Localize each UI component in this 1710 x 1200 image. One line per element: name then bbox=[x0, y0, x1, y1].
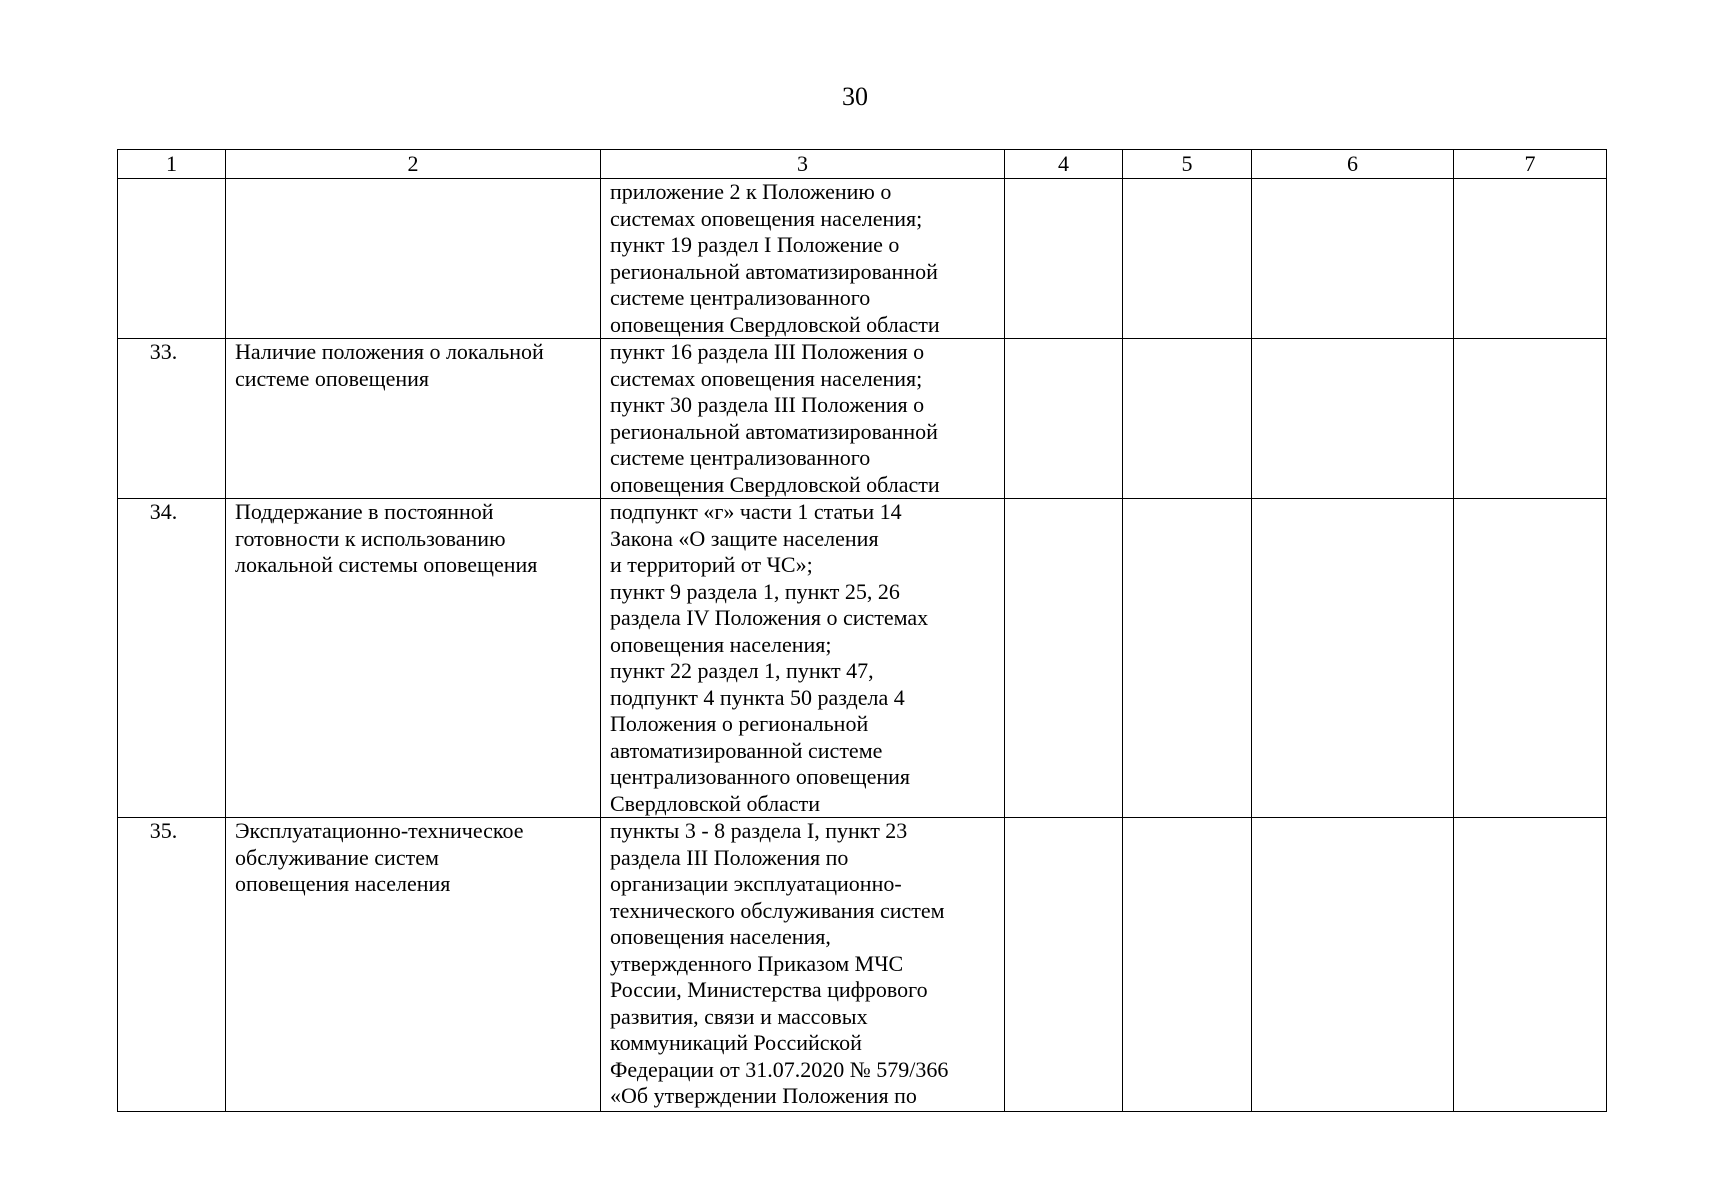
column-header-7: 7 bbox=[1454, 150, 1607, 179]
cell-col-6 bbox=[1252, 339, 1454, 499]
row-number bbox=[118, 179, 226, 339]
cell-col-4 bbox=[1005, 339, 1123, 499]
table-row bbox=[118, 179, 1607, 339]
legal-basis: приложение 2 к Положению о системах оповещения населения; пункт 19 раздел I Положение о региональной автоматизированной системе централизованного оповещения Свердловской области bbox=[601, 179, 1005, 339]
cell-col-4 bbox=[1005, 818, 1123, 1112]
column-header-4: 4 bbox=[1005, 150, 1123, 179]
requirement-name bbox=[226, 179, 601, 339]
column-header-6: 6 bbox=[1252, 150, 1454, 179]
cell-col-7 bbox=[1454, 818, 1607, 1112]
cell-col-7 bbox=[1454, 499, 1607, 818]
cell-col-6 bbox=[1252, 499, 1454, 818]
cell-col-5 bbox=[1123, 339, 1252, 499]
table-row bbox=[118, 499, 1607, 818]
column-header-1: 1 bbox=[118, 150, 226, 179]
cell-col-7 bbox=[1454, 179, 1607, 339]
row-number: 35. bbox=[118, 818, 226, 1112]
cell-col-6 bbox=[1252, 818, 1454, 1112]
legal-basis: пункт 16 раздела III Положения о системах оповещения населения; пункт 30 раздела III Положения о региональной автоматизированной системе централизованного оповещения Свердловской области bbox=[601, 339, 1005, 499]
legal-basis: пункты 3 - 8 раздела I, пункт 23 раздела III Положения по организации эксплуатационно- технического обслуживания систем оповещения населения, утвержденного Приказом МЧС России, Министерства цифрового развития, связи и массовых коммуникаций Российской Федерации от 31.07.2020 № 579/366 «Об утверждении Положения по bbox=[601, 818, 1005, 1112]
cell-col-5 bbox=[1123, 499, 1252, 818]
table-header-row bbox=[118, 150, 1607, 179]
cell-col-7 bbox=[1454, 339, 1607, 499]
requirement-name: Наличие положения о локальной системе оповещения bbox=[226, 339, 601, 499]
column-header-2: 2 bbox=[226, 150, 601, 179]
requirement-name: Поддержание в постоянной готовности к использованию локальной системы оповещения bbox=[226, 499, 601, 818]
requirements-table bbox=[117, 149, 1607, 1112]
cell-col-4 bbox=[1005, 499, 1123, 818]
row-number: 34. bbox=[118, 499, 226, 818]
requirement-name: Эксплуатационно-техническое обслуживание систем оповещения населения bbox=[226, 818, 601, 1112]
cell-col-5 bbox=[1123, 179, 1252, 339]
cell-col-4 bbox=[1005, 179, 1123, 339]
table-row bbox=[118, 339, 1607, 499]
row-number: 33. bbox=[118, 339, 226, 499]
legal-basis: подпункт «г» части 1 статьи 14 Закона «О защите населения и территорий от ЧС»; пункт 9 раздела 1, пункт 25, 26 раздела IV Положения о системах оповещения населения; пункт 22 раздел 1, пункт 47, подпункт 4 пункта 50 раздела 4 Положения о региональной автоматизированной системе централизованного оповещения Свердловской области bbox=[601, 499, 1005, 818]
table-row bbox=[118, 818, 1607, 1112]
column-header-5: 5 bbox=[1123, 150, 1252, 179]
cell-col-6 bbox=[1252, 179, 1454, 339]
column-header-3: 3 bbox=[601, 150, 1005, 179]
cell-col-5 bbox=[1123, 818, 1252, 1112]
page-number: 30 bbox=[842, 82, 868, 111]
